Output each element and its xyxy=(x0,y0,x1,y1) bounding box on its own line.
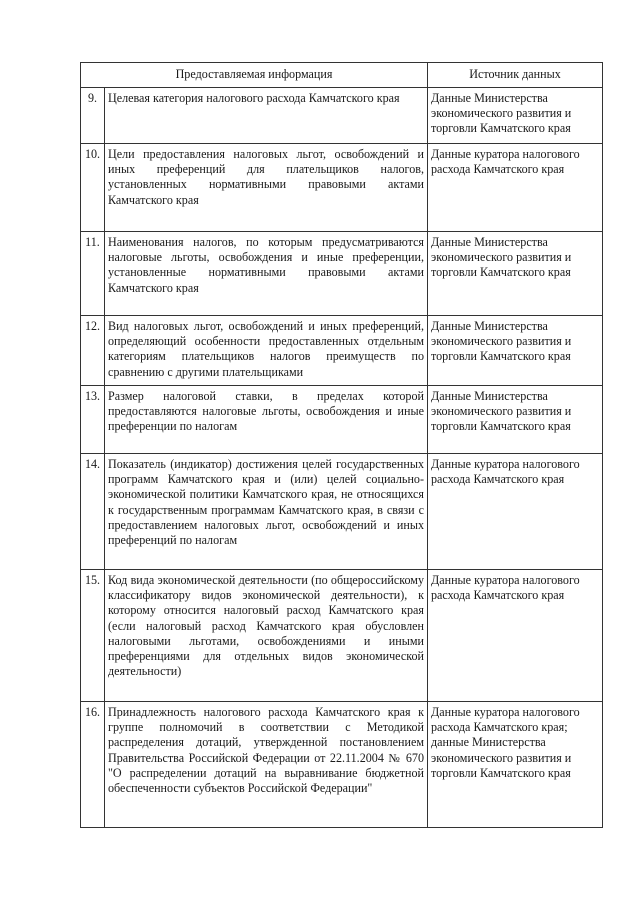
table-row xyxy=(81,316,603,386)
row-info: Вид налоговых льгот, освобождений и иных преференций, определяющий особенности предоставленных отдельным категориям плательщиков налогов преимуществ по сравнению с другими плательщиками xyxy=(108,319,424,379)
row-number: 15. xyxy=(81,570,105,702)
table-row xyxy=(81,386,603,454)
table-row xyxy=(81,702,603,828)
data-table xyxy=(80,62,603,828)
row-info: Цели предоставления налоговых льгот, освобождений и иных преференций для плательщиков налогов, установленных нормативными правовыми актами Камчатского края xyxy=(108,147,424,207)
table-row xyxy=(81,570,603,702)
row-info: Наименования налогов, по которым предусматриваются налоговые льготы, освобождения и иные преференции, установленные нормативными правовыми актами Камчатского края xyxy=(108,235,424,295)
row-source: Данные Министерства экономического развития и торговли Камчатского края xyxy=(431,389,572,434)
row-source: Данные Министерства экономического развития и торговли Камчатского края xyxy=(431,319,572,364)
row-source: Данные Министерства экономического развития и торговли Камчатского края xyxy=(431,235,572,280)
table-row xyxy=(81,144,603,232)
row-number: 9. xyxy=(81,88,105,144)
table-row xyxy=(81,454,603,570)
header-source: Источник данных xyxy=(428,63,603,88)
row-number: 11. xyxy=(81,232,105,316)
row-info: Показатель (индикатор) достижения целей государственных программ Камчатского края и (или) целей социально-экономической политики Камчатского края, не относящихся к государственным программам Камчатского края, в связи с предоставлением налоговых льгот, освобождений и иных преференций по налогам xyxy=(108,457,424,548)
row-source: Данные куратора налогового расхода Камчатского края; данные Министерства экономического развития и торговли Камчатского края xyxy=(431,705,580,780)
row-source: Данные куратора налогового расхода Камчатского края xyxy=(431,573,580,603)
row-info: Целевая категория налогового расхода Камчатского края xyxy=(108,91,400,105)
table-header-row xyxy=(81,63,603,88)
header-info: Предоставляемая информация xyxy=(81,63,428,88)
row-number: 16. xyxy=(81,702,105,828)
row-number: 14. xyxy=(81,454,105,570)
row-number: 12. xyxy=(81,316,105,386)
table-row xyxy=(81,88,603,144)
row-number: 13. xyxy=(81,386,105,454)
table-row xyxy=(81,232,603,316)
row-source: Данные куратора налогового расхода Камчатского края xyxy=(431,147,580,177)
row-info: Принадлежность налогового расхода Камчатского края к группе полномочий в соответствии с Методикой распределения дотаций, утвержденной постановлением Правительства Российской Федерации от 22.11.2004 № 670 "О распределении дотаций на выравнивание бюджетной обеспеченности субъектов Российской Федерации" xyxy=(108,705,424,796)
row-source: Данные Министерства экономического развития и торговли Камчатского края xyxy=(431,91,572,136)
row-info: Код вида экономической деятельности (по общероссийскому классификатору видов экономической деятельности), к которому относится налоговый расход Камчатского края (если налоговый расход Камчатского края обусловлен налоговыми льготами, освобождениями и иными преференциями для отдельных видов экономической деятельности) xyxy=(108,573,424,679)
row-info: Размер налоговой ставки, в пределах которой предоставляются налоговые льготы, освобождения и иные преференции по налогам xyxy=(108,389,424,434)
row-source: Данные куратора налогового расхода Камчатского края xyxy=(431,457,580,487)
row-number: 10. xyxy=(81,144,105,232)
